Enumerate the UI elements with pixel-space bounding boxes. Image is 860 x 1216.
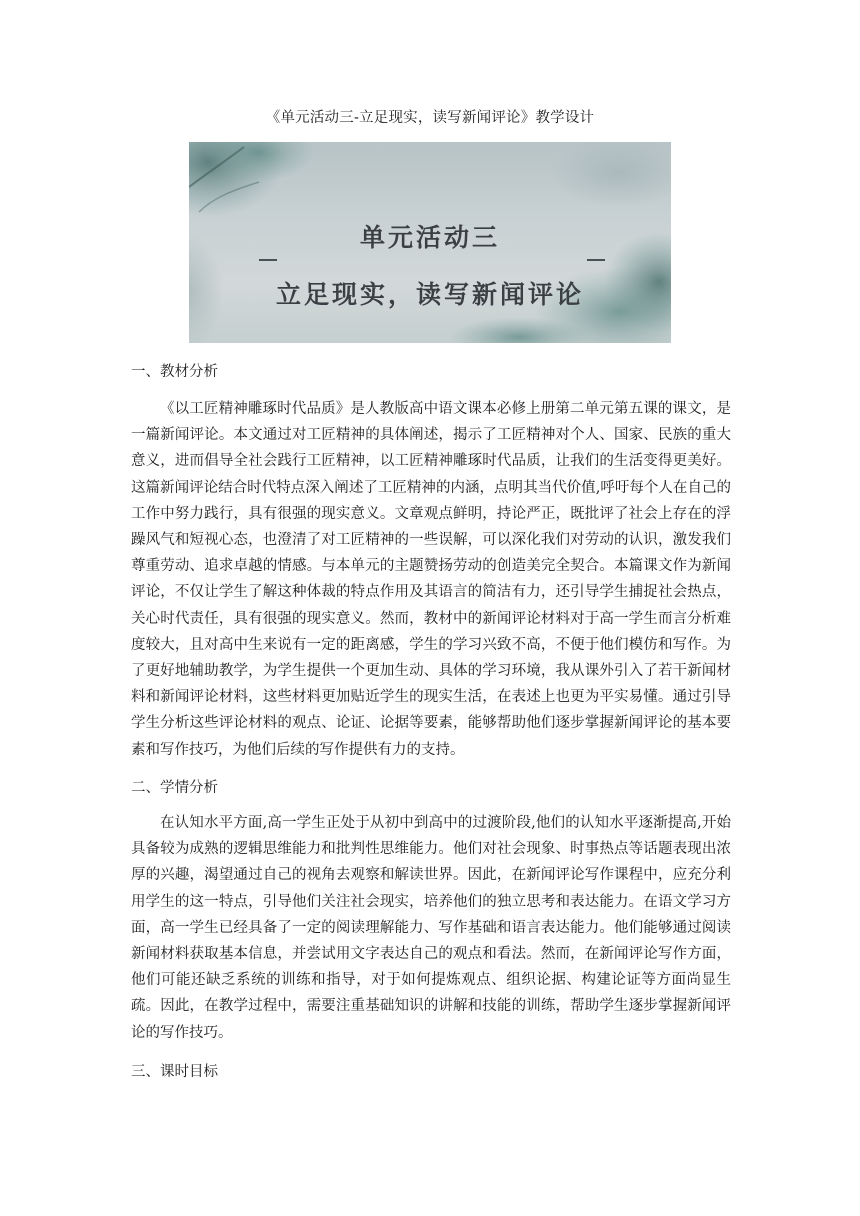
section-heading-textbook-analysis: 一、教材分析 — [131, 364, 218, 380]
section-heading-lesson-objectives: 三、课时目标 — [131, 1064, 218, 1080]
paragraph-textbook-analysis: 《以工匠精神雕琢时代品质》是人教版高中语文课本必修上册第二单元第五课的课文，是一篇新闻评论。本文通过对工匠精神的具体阐述，揭示了工匠精神对个人、国家、民族的重大意义，进而倡导全社会践行工匠精神，以工匠精神雕琢时代品质，让我们的生活变得更美好。这篇新闻评论结合时代特点深入阐述了工匠精神的内涵，点明其当代价值,呼吁每个人在自己的工作中努力践行，具有很强的现实意义。文章观点鲜明，持论严正，既批评了社会上存在的浮躁风气和短视心态，也澄清了对工匠精神的一些误解，可以深化我们对劳动的认识，激发我们尊重劳动、追求卓越的情感。与本单元的主题赞扬劳动的创造美完全契合。本篇课文作为新闻评论，不仅让学生了解这种体裁的特点作用及其语言的简洁有力，还引导学生捕捉社会热点，关心时代责任，具有很强的现实意义。然而，教材中的新闻评论材料对于高一学生而言分析难度较大，且对高中生来说有一定的距离感，学生的学习兴致不高，不便于他们模仿和写作。为了更好地辅助教学，为学生提供一个更加生动、具体的学习环境，我从课外引入了若干新闻材料和新闻评论材料，这些材料更加贴近学生的现实生活，在表述上也更为平实易懂。通过引导学生分析这些评论材料的观点、论证、论据等要素，能够帮助他们逐步掌握新闻评论的基本要素和写作技巧，为他们后续的写作提供有力的支持。 — [131, 401, 731, 758]
banner-image — [189, 142, 671, 343]
banner-title-line1: 单元活动三 — [359, 223, 500, 252]
document-title: 《单元活动三-立足现实，读写新闻评论》教学设计 — [265, 110, 595, 126]
section-heading-student-analysis: 二、学情分析 — [131, 780, 218, 796]
banner-title-line2: 立足现实，读写新闻评论 — [275, 280, 584, 309]
paragraph-student-analysis: 在认知水平方面,高一学生正处于从初中到高中的过渡阶段,他们的认知水平逐渐提高,开始具备较为成熟的逻辑思维能力和批判性思维能力。他们对社会现象、时事热点等话题表现出浓厚的兴趣，渴望通过自己的视角去观察和解读世界。因此，在新闻评论写作课程中，应充分利用学生的这一特点，引导他们关注社会现实，培养他们的独立思考和表达能力。在语文学习方面，高一学生已经具备了一定的阅读理解能力、写作基础和语言表达能力。他们能够通过阅读新闻材料获取基本信息，并尝试用文字表达自己的观点和看法。然而，在新闻评论写作方面，他们可能还缺乏系统的训练和指导，对于如何提炼观点、组织论据、构建论证等方面尚显生疏。因此，在教学过程中，需要注重基础知识的讲解和技能的训练，帮助学生逐步掌握新闻评论的写作技巧。 — [131, 815, 731, 1041]
